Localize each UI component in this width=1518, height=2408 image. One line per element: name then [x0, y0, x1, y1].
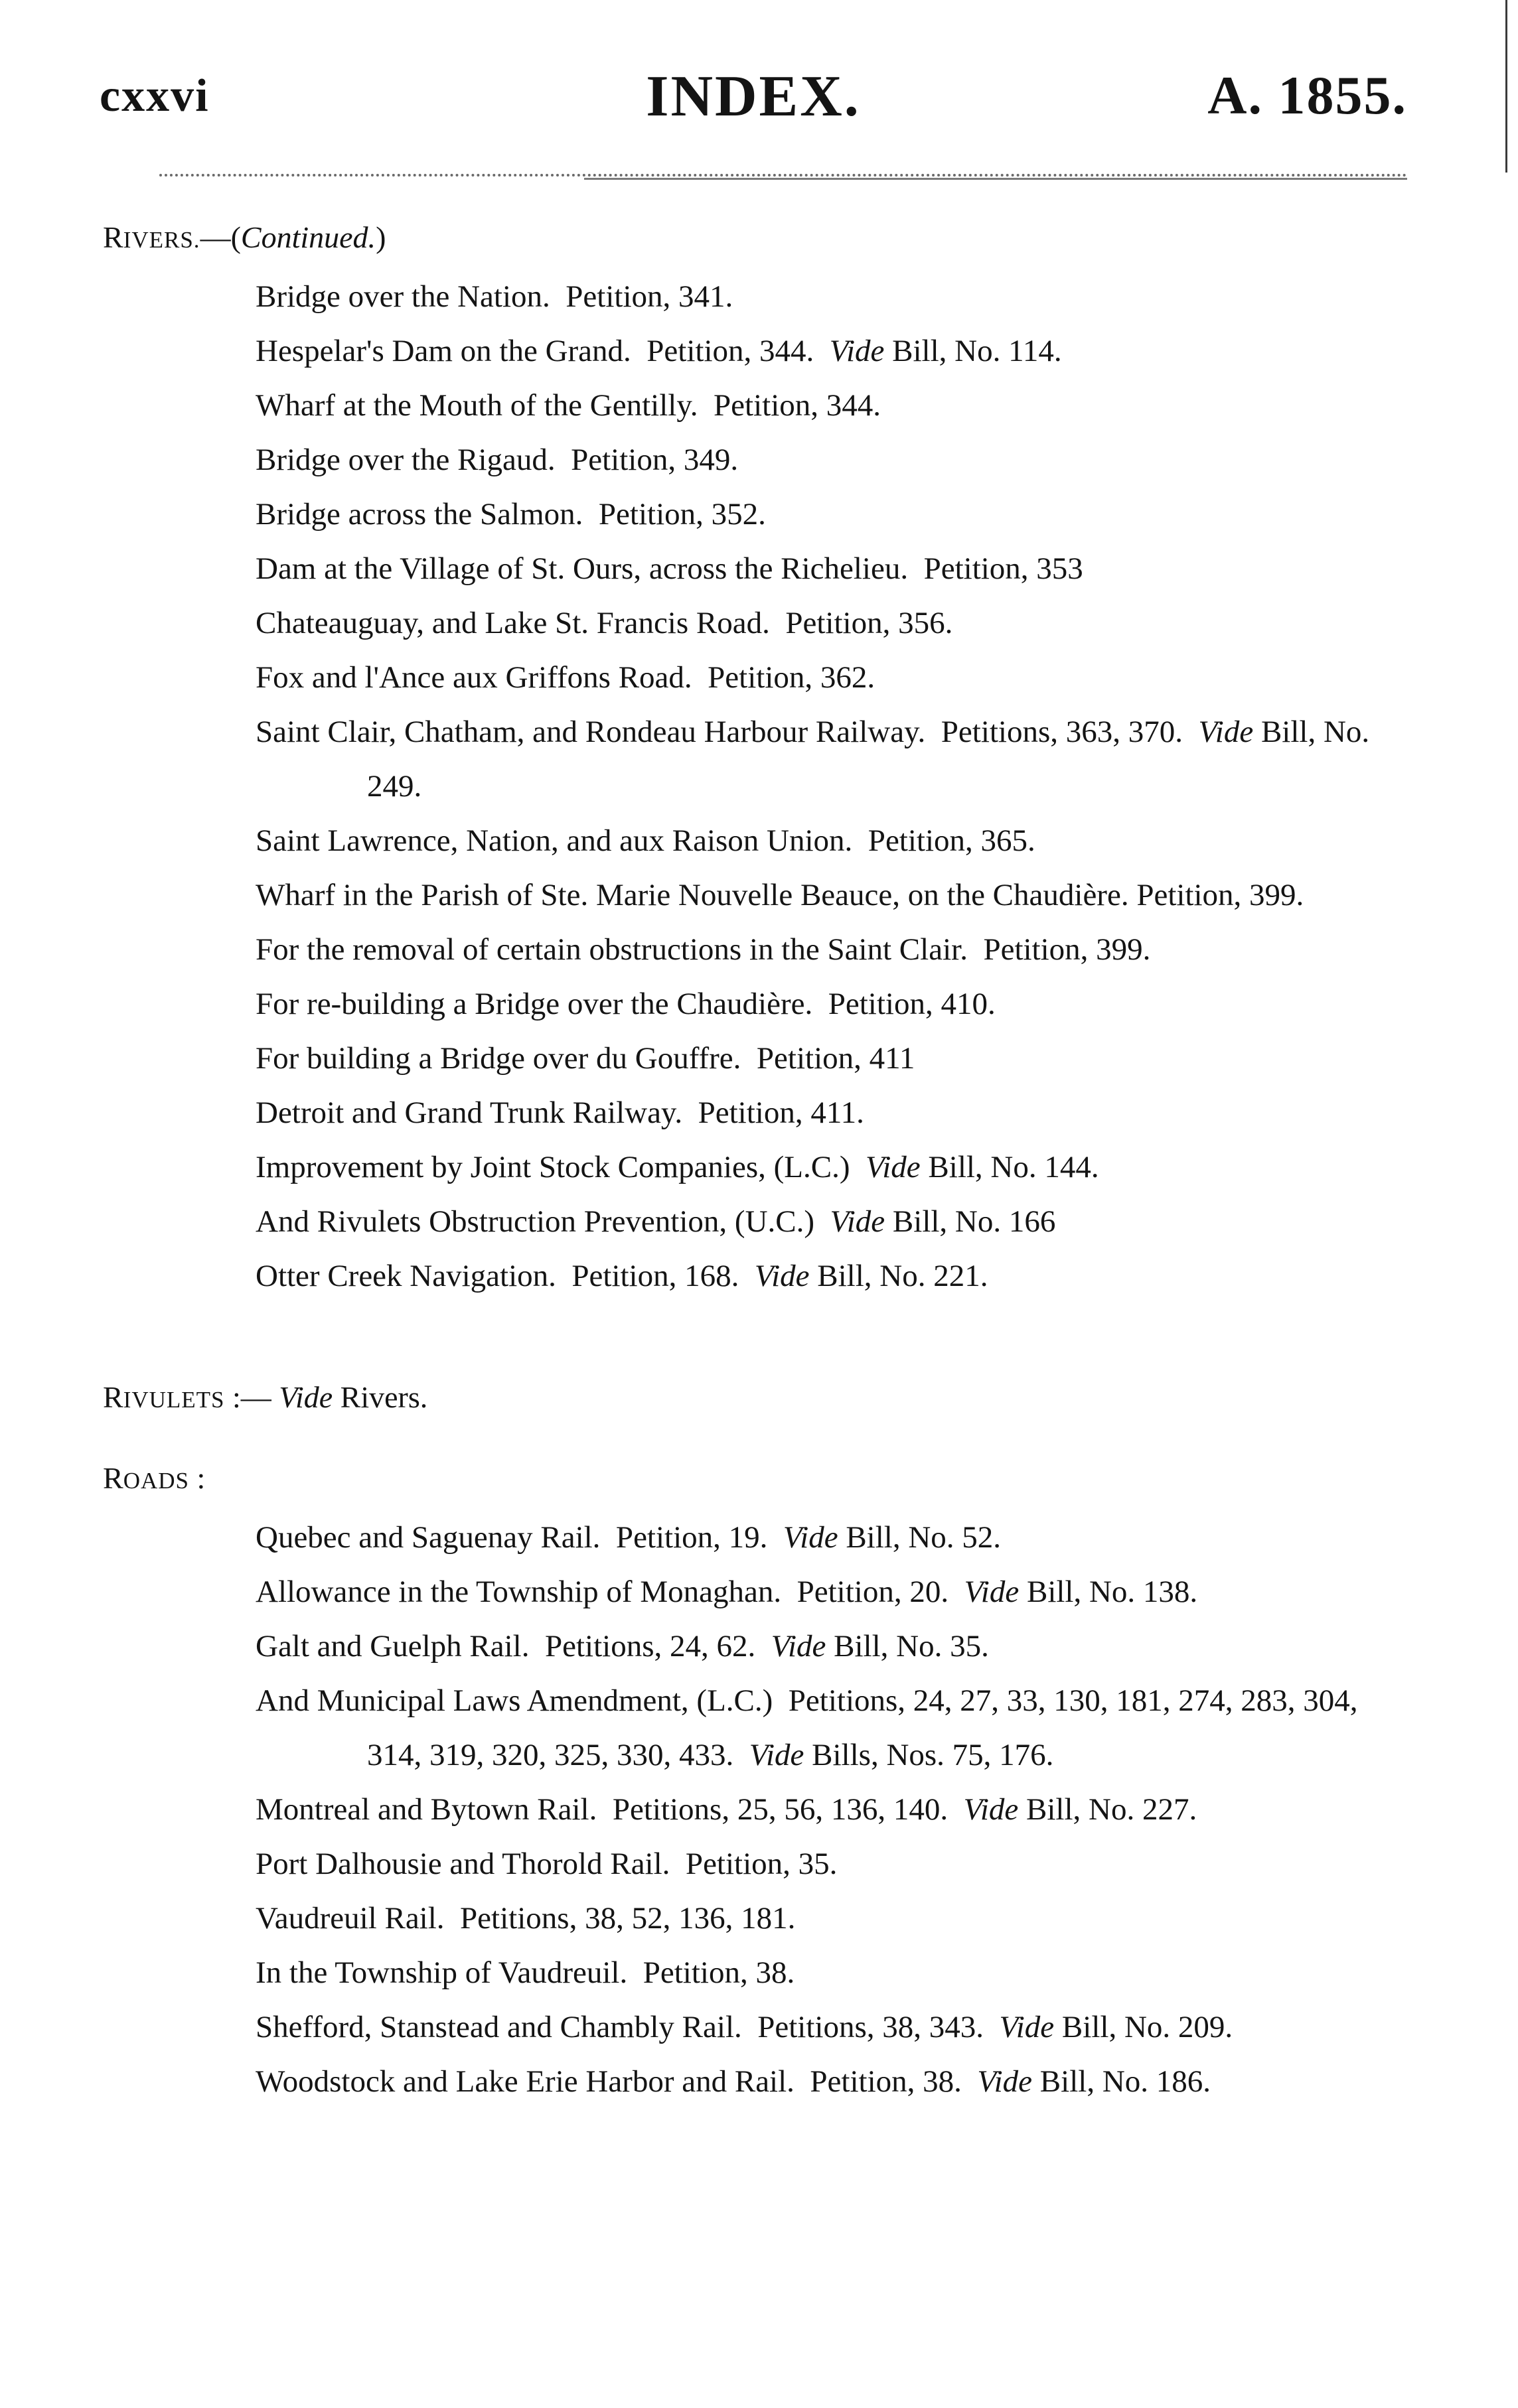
index-entry-text: Fox and l'Ance aux Griffons Road. Petition, 362. [256, 660, 875, 695]
index-entry [256, 1619, 1417, 1673]
page-year: A. 1855. [1207, 65, 1407, 125]
heading-initial: R [103, 1380, 123, 1414]
index-entry [256, 868, 1417, 922]
heading-close: ) [376, 220, 386, 254]
vide-reference: Vide [771, 1629, 826, 1664]
index-entry [256, 378, 1417, 433]
index-entry-text: Montreal and Bytown Rail. Petitions, 25, 56, 136, 140. Vide Bill, No. 227. [256, 1792, 1197, 1827]
index-entry [256, 650, 1417, 705]
index-entry [256, 1510, 1417, 1565]
vide-reference: Vide [866, 1150, 921, 1184]
header-solid-rule [584, 178, 1407, 180]
section-rivers [103, 219, 1417, 1303]
section-heading-roads [103, 1460, 1417, 1500]
index-entry-text: Wharf in the Parish of Ste. Marie Nouvelle Beauce, on the Chaudière. Petition, 399. [256, 878, 1304, 912]
index-entry [256, 977, 1417, 1031]
entry-list-rivers [103, 269, 1417, 1303]
heading-separator: :— [224, 1380, 279, 1414]
index-entry [256, 2000, 1417, 2054]
index-entry-text: Chateauguay, and Lake St. Francis Road. Petition, 356. [256, 606, 953, 640]
heading-continued: Continued. [240, 220, 376, 254]
vide-reference: Vide [977, 2064, 1033, 2099]
index-entry [256, 1673, 1417, 1782]
index-entry-text: Otter Creek Navigation. Petition, 168. Vide Bill, No. 221. [256, 1259, 988, 1293]
index-entry [256, 1946, 1417, 2000]
index-entry-text: Hespelar's Dam on the Grand. Petition, 344. Vide Bill, No. 114. [256, 334, 1062, 368]
vide-reference: Vide [964, 1575, 1020, 1609]
section-heading-rivulets [103, 1379, 1417, 1419]
index-entry [256, 1086, 1417, 1140]
index-entry-text: In the Township of Vaudreuil. Petition, 38. [256, 1955, 795, 1990]
index-entry [256, 1837, 1417, 1891]
vide-reference: Vide [1198, 715, 1254, 749]
page-edge-rule [1505, 0, 1507, 173]
heading-rest: IVULETS [123, 1387, 225, 1413]
page-title: INDEX. [646, 64, 861, 129]
index-entry-text: Detroit and Grand Trunk Railway. Petition, 411. [256, 1096, 864, 1130]
index-entry [256, 1194, 1417, 1249]
entry-list-roads [103, 1510, 1417, 2109]
index-entry [256, 1565, 1417, 1619]
index-entry-text: Wharf at the Mouth of the Gentilly. Petition, 344. [256, 388, 881, 423]
index-entry [256, 2054, 1417, 2109]
index-entry-text: Shefford, Stanstead and Chambly Rail. Petitions, 38, 343. Vide Bill, No. 209. [256, 2010, 1233, 2044]
index-entry [256, 922, 1417, 977]
heading-dash: —( [200, 220, 241, 254]
vide-reference: Vide [754, 1259, 810, 1293]
vide-reference: Vide [999, 2010, 1055, 2044]
index-entry-text: For re-building a Bridge over the Chaudière. Petition, 410. [256, 987, 996, 1021]
heading-initial: R [103, 220, 123, 254]
index-entry [256, 1031, 1417, 1086]
heading-rest: OADS [123, 1468, 189, 1494]
index-entry [256, 541, 1417, 596]
index-entry-text: Saint Clair, Chatham, and Rondeau Harbour Railway. Petitions, 363, 370. Vide Bill, No. 249. [256, 715, 1377, 804]
index-entry [256, 1249, 1417, 1303]
vide-reference: Vide [783, 1520, 838, 1555]
index-entry-text: Bridge over the Nation. Petition, 341. [256, 279, 733, 314]
index-entry [256, 487, 1417, 541]
index-entry [256, 269, 1417, 324]
index-entry-text: Allowance in the Township of Monaghan. Petition, 20. Vide Bill, No. 138. [256, 1575, 1198, 1609]
index-entry-text: Bridge across the Salmon. Petition, 352. [256, 497, 766, 531]
heading-separator: : [189, 1461, 206, 1495]
page-number: cxxvi [100, 70, 210, 121]
index-entry [256, 705, 1417, 814]
index-entry-text: Bridge over the Rigaud. Petition, 349. [256, 443, 739, 477]
index-entry-text: Port Dalhousie and Thorold Rail. Petition, 35. [256, 1847, 838, 1881]
heading-initial: R [103, 1461, 123, 1495]
section-rivulets [103, 1379, 1417, 1419]
index-entry [256, 433, 1417, 487]
index-entry-text: Dam at the Village of St. Ours, across the Richelieu. Petition, 353 [256, 551, 1083, 586]
heading-vide: Vide [279, 1380, 333, 1414]
index-entry [256, 596, 1417, 650]
section-heading-rivers [103, 219, 1417, 259]
vide-reference: Vide [749, 1738, 804, 1772]
section-roads [103, 1460, 1417, 2109]
index-entry-text: And Municipal Laws Amendment, (L.C.) Petitions, 24, 27, 33, 130, 181, 274, 283, 304, 314, 319, 320, 325, 330, 433. Vide Bills, Nos. 75, 176. [256, 1683, 1366, 1772]
index-entry [256, 324, 1417, 378]
index-entry-text: And Rivulets Obstruction Prevention, (U.C.) Vide Bill, No. 166 [256, 1204, 1056, 1239]
page-header [100, 63, 1407, 136]
vide-reference: Vide [829, 334, 885, 368]
index-entry-text: Vaudreuil Rail. Petitions, 38, 52, 136, 181. [256, 1901, 796, 1936]
index-entry [256, 1782, 1417, 1837]
index-entry-text: For the removal of certain obstructions in the Saint Clair. Petition, 399. [256, 932, 1151, 967]
index-entry-text: Quebec and Saguenay Rail. Petition, 19. Vide Bill, No. 52. [256, 1520, 1002, 1555]
header-dotted-rule [159, 174, 1407, 177]
vide-reference: Vide [830, 1204, 885, 1239]
index-entry-text: Improvement by Joint Stock Companies, (L.C.) Vide Bill, No. 144. [256, 1150, 1099, 1184]
index-entry [256, 814, 1417, 868]
index-entry [256, 1140, 1417, 1194]
index-entry-text: Saint Lawrence, Nation, and aux Raison Union. Petition, 365. [256, 823, 1035, 858]
index-entry-text: Galt and Guelph Rail. Petitions, 24, 62. Vide Bill, No. 35. [256, 1629, 989, 1664]
vide-reference: Vide [963, 1792, 1019, 1827]
heading-rest: IVERS. [123, 227, 200, 253]
heading-cross-reference: Rivers. [333, 1380, 428, 1414]
index-entry [256, 1891, 1417, 1946]
index-entry-text: For building a Bridge over du Gouffre. Petition, 411 [256, 1041, 915, 1076]
index-entry-text: Woodstock and Lake Erie Harbor and Rail. Petition, 38. Vide Bill, No. 186. [256, 2064, 1211, 2099]
